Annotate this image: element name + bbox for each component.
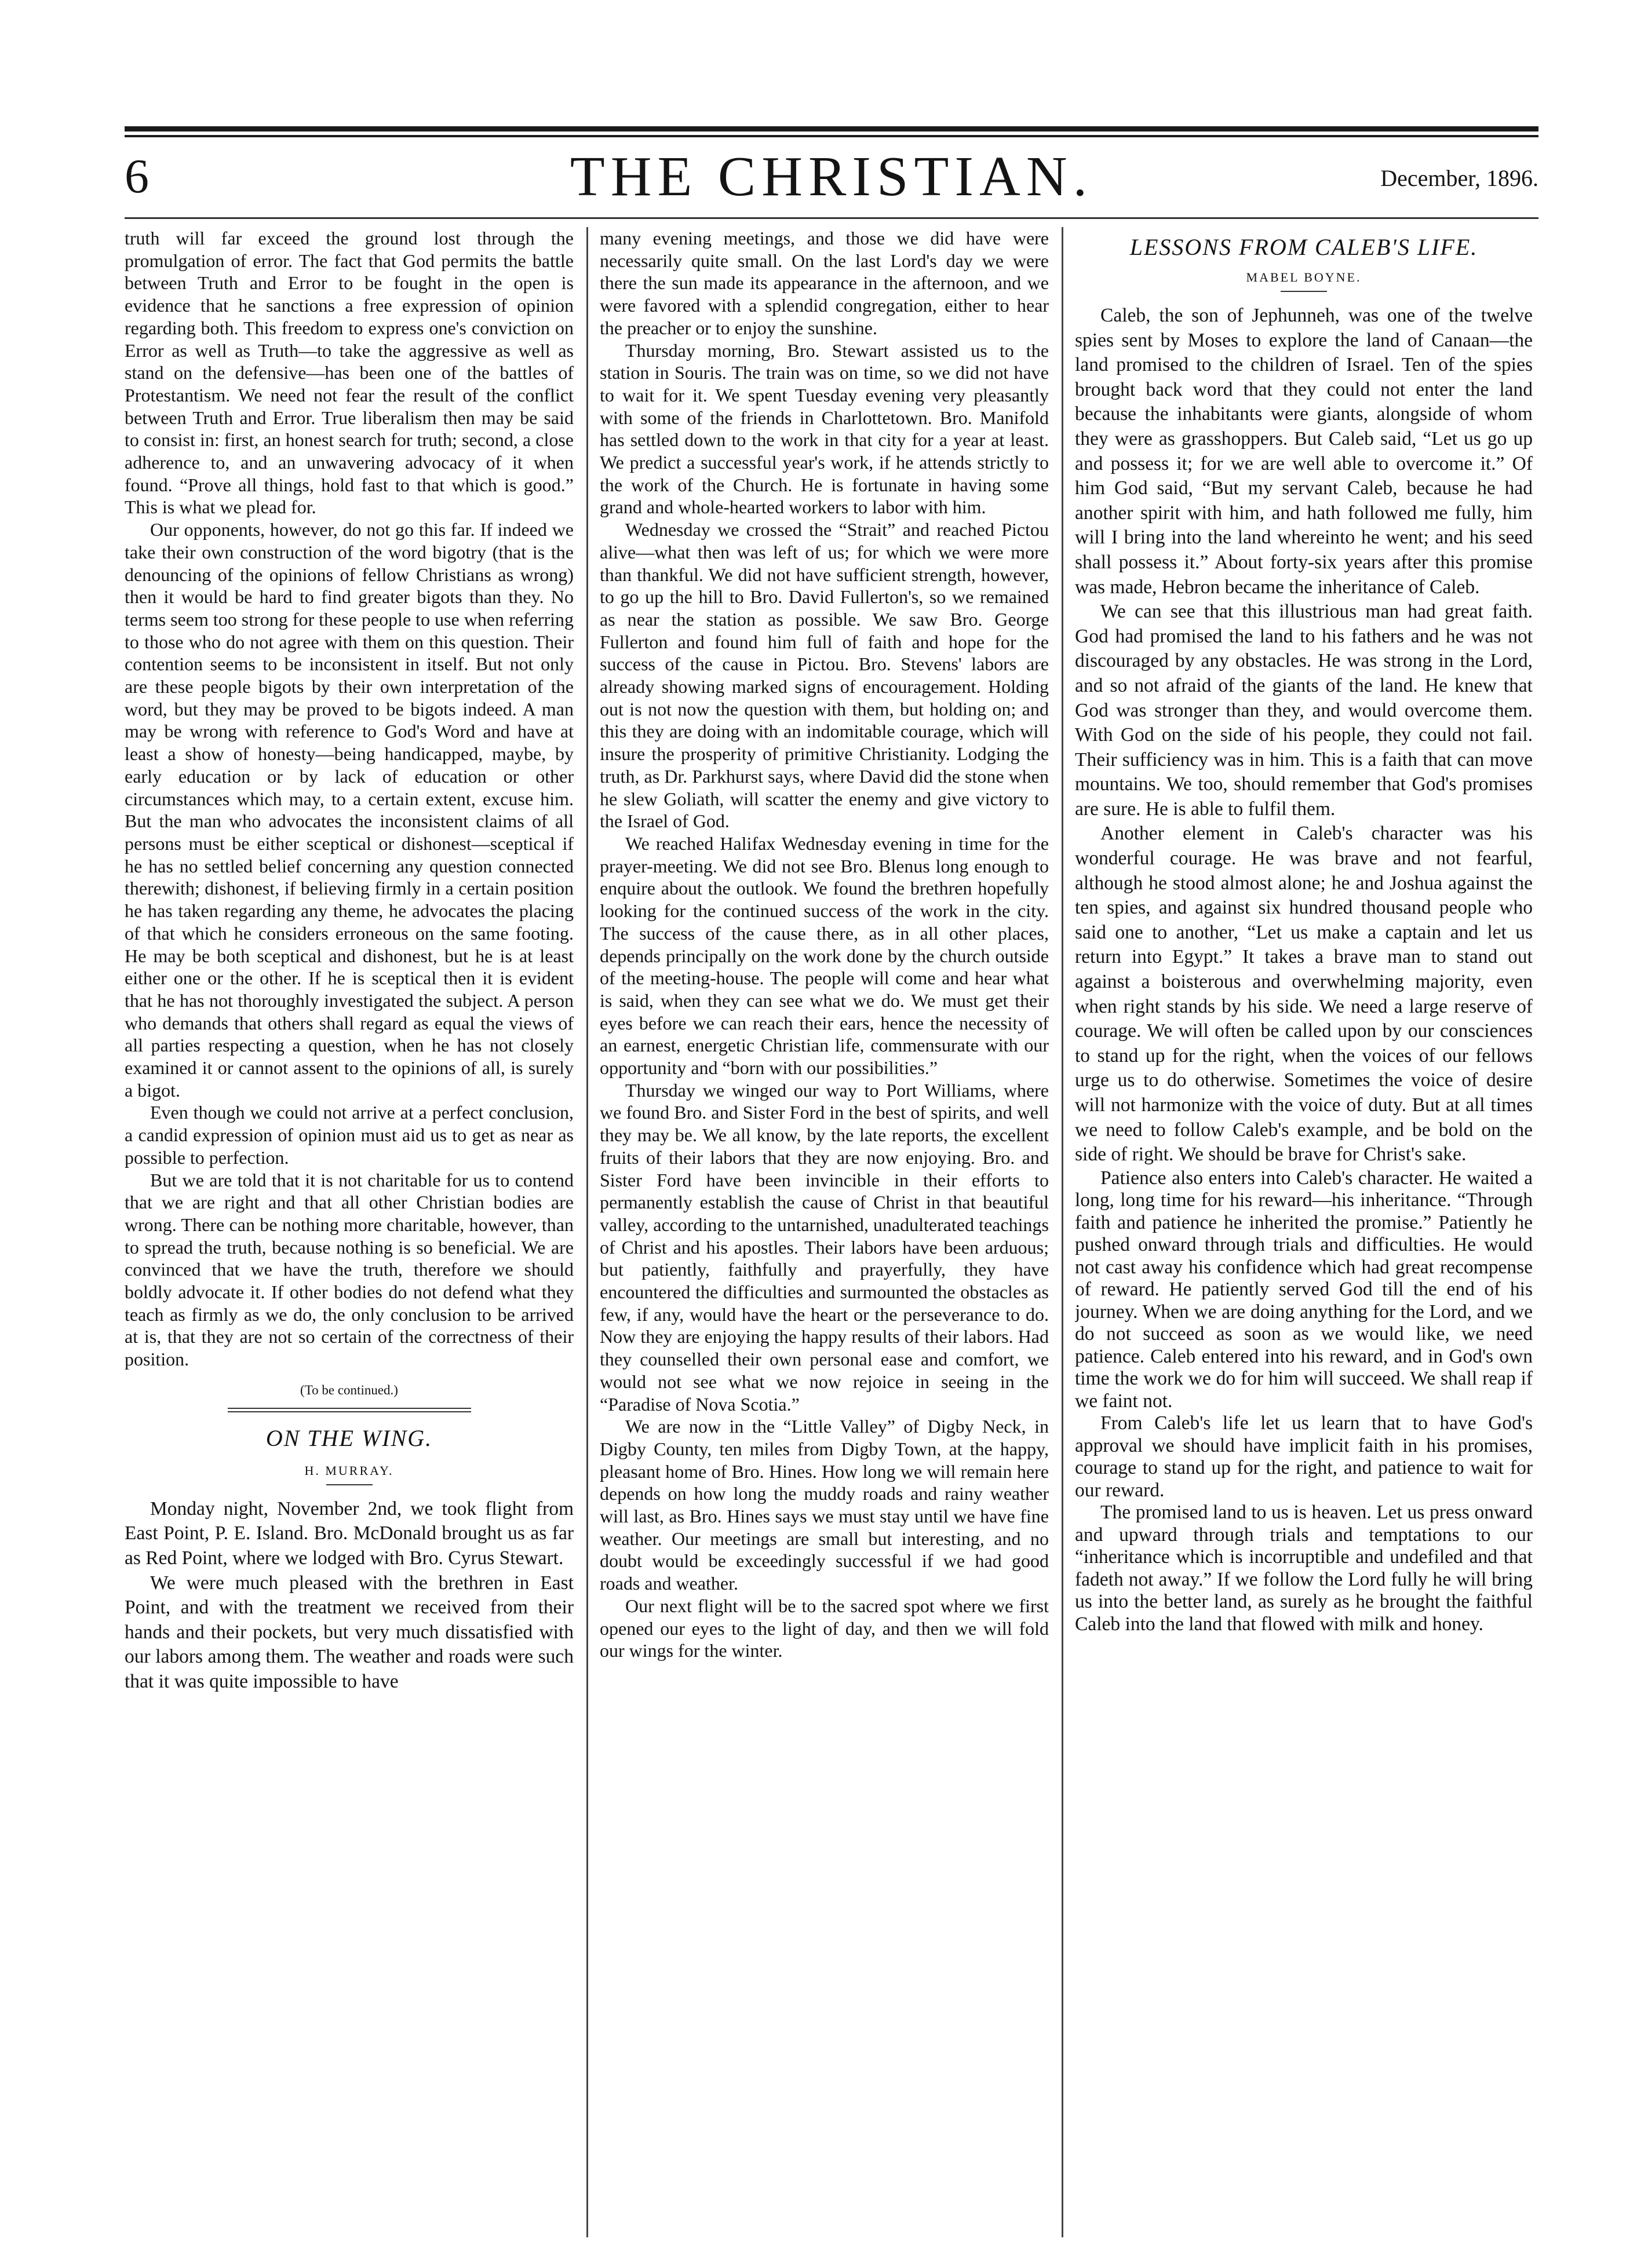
article-paragraph: We reached Halifax Wednesday evening in time for the prayer-meeting. We did not see Bro. Blenus long enough to enquire about the outlook. We found the brethren hopefully looking for the continued success of the work in the city. The success of the cause there, as in all other places, depends principally on the work done by the church outside of the meeting-house. The people will come and hear what is said, when they can see what we do. We must get their eyes before we can reach their ears, hence the necessity of an earnest, energetic Christian life, commensurate with our opportunity and “born with our possibilities.” xyxy=(600,832,1049,1079)
article-author: MABEL BOYNE. xyxy=(1246,270,1362,284)
column-1 xyxy=(125,227,574,1694)
author-rule xyxy=(326,1484,373,1485)
continued-note: (To be continued.) xyxy=(300,1382,398,1397)
article-paragraph: Monday night, November 2nd, we took flight from East Point, P. E. Island. Bro. McDonald brought us as far as Red Point, where we lodged with Bro. Cyrus Stewart. xyxy=(125,1498,574,1569)
article-paragraph: Wednesday we crossed the “Strait” and reached Pictou alive—what then was left of us; for which we were more than thankful. We did not have sufficient strength, however, to go up the hill to Bro. David Fullerton's, so we remained as near the station as possible. We saw Bro. George Fullerton and found him full of faith and hope for the success of the cause in Pictou. Bro. Stevens' labors are already showing marked signs of encouragement. Holding out is not now the question with them, but holding on; and this they are doing with an indomitable courage, which will insure the prosperity of primitive Christianity. Lodging the truth, as Dr. Parkhurst says, where David did the stone when he slew Goliath, will scatter the enemy and give victory to the Israel of God. xyxy=(600,519,1049,832)
issue-date: December, 1896. xyxy=(1380,165,1538,191)
article-paragraph: From Caleb's life let us learn that to have God's approval we should have implicit faith in his promises, courage to stand up for the right, and patience to wait for our reward. xyxy=(1075,1412,1533,1501)
author-rule xyxy=(1281,291,1327,292)
column-3 xyxy=(1075,227,1533,1635)
article-paragraph: Patience also enters into Caleb's character. He waited a long, long time for his reward—his inheritance. “Through faith and patience he inherited the promise.” Patiently he pushed onward through trials and difficulties. He would not cast away his confidence which had great recompense of reward. He patiently served God till the end of his journey. When we are doing anything for the Lord, and we do not succeed as soon as we would like, we need patience. Caleb entered into his reward, and in God's own time the work we do for him will succeed. We shall reap if we faint not. xyxy=(1075,1167,1533,1412)
masthead-top-rule-thin xyxy=(125,135,1538,137)
article-paragraph: Another element in Caleb's character was his wonderful courage. He was brave and not fearful, although he stood almost alone; he and Joshua against the ten spies, and against six hundred thousand people who said one to another, “Let us make a captain and let us return into Egypt.” It takes a brave man to stand out against a boisterous and overwhelming majority, even when right stands by his side. We need a large reserve of courage. We will often be called upon by our consciences to stand up for the right, when the voices of our fellows urge us to do otherwise. Sometimes the voice of desire will not harmonize with the voice of duty. But at all times we need to follow Caleb's example, and be bold on the side of right. We should be brave for Christ's sake. xyxy=(1075,823,1533,1166)
article-paragraph: Thursday we winged our way to Port Williams, where we found Bro. and Sister Ford in the best of spirits, and well they may be. We all know, by the late reports, the excellent fruits of their labors that they are now enjoying. Bro. and Sister Ford have been invincible in their efforts to permanently establish the cause of Christ in that beautiful valley, according to the untarnished, unadulterated teachings of Christ and his apostles. Their labors have been arduous; but patiently, faithfully and prayerfully, they have encountered the difficulties and surmounted the obstacles as few, if any, would have the heart or the perseverance to do. Now they are enjoying the happy results of their labors. Had they counselled their own personal ease and comfort, we would not see what we now rejoice in seeing in the “Paradise of Nova Scotia.” xyxy=(600,1079,1049,1415)
article-paragraph: Even though we could not arrive at a perfect conclusion, a candid expression of opinion must aid us to get as near as possible to perfection. xyxy=(125,1102,574,1168)
newspaper-title: THE CHRISTIAN. xyxy=(570,145,1093,208)
article-paragraph: Caleb, the son of Jephunneh, was one of the twelve spies sent by Moses to explore the land of Canaan—the land promised to the children of Israel. Ten of the spies brought back word that they could not enter the land because the inhabitants were giants, alongside of whom they were as grasshoppers. But Caleb said, “Let us go up and possess it; for we are well able to overcome it.” Of him God said, “But my servant Caleb, because he had another spirit with him, and hath followed me fully, him will I bring into the land whereinto he went; and his seed shall possess it.” About forty-six years after this promise was made, Hebron became the inheritance of Caleb. xyxy=(1075,305,1533,598)
article-author: H. MURRAY. xyxy=(304,1463,394,1478)
article-title: LESSONS FROM CALEB'S LIFE. xyxy=(1129,234,1478,260)
article-paragraph: Our opponents, however, do not go this far. If indeed we take their own construction of the word bigotry (that is the denouncing of the opinions of fellow Christians as wrong) then it would be hard to find greater bigots than they. No terms seem too strong for these people to use when referring to those who do not agree with them on this question. Their contention seems to be inconsistent in itself. But not only are these people bigots by their own interpretation of the word, but they may be proved to be bigots indeed. A man may be wrong with reference to God's Word and have at least a show of honesty—being handicapped, maybe, by early education or by lack of education or other circumstances which may, to a certain extent, excuse him. But the man who advocates the inconsistent claims of all persons must be either sceptical or dishonest—sceptical if he has no settled belief concerning any question connected therewith; dishonest, if believing firmly in a certain position he has taken regarding any theme, he advocates the placing of that which he considers erroneous on the same footing. He may be both sceptical and dishonest, but he is at least either one or the other. If he is sceptical then it is evident that he has not thoroughly investigated the subject. A person who demands that others shall regard as equal the views of all parties respecting a question, when he has not closely examined it or cannot assent to the opinions of all, is surely a bigot. xyxy=(125,519,574,1101)
column-divider-2 xyxy=(1062,227,1063,2237)
article-paragraph: We were much pleased with the brethren in East Point, and with the treatment we received from their hands and their pockets, but very much dissatisfied with our labors among them. The weather and roads were such that it was quite impossible to have xyxy=(125,1572,574,1693)
article-paragraph: We can see that this illustrious man had great faith. God had promised the land to his fathers and he was not discouraged by any obstacles. He was strong in the Lord, and so not afraid of the giants of the land. He knew that God was stronger than they, and would overcome them. With God on the side of his people, they could not fail. Their sufficiency was in him. This is a faith that can move mountains. We too, should remember that God's promises are sure. He is able to fulfil them. xyxy=(1075,601,1533,820)
article-paragraph: Our next flight will be to the sacred spot where we first opened our eyes to the light of day, and then we will fold our wings for the winter. xyxy=(600,1595,1049,1661)
article-paragraph: Thursday morning, Bro. Stewart assisted us to the station in Souris. The train was on time, so we did not have to wait for it. We spent Tuesday evening very pleasantly with some of the friends in Charlottetown. Bro. Manifold has settled down to the work in that city for a year at least. We predict a successful year's work, if he attends strictly to the work of the Church. He is fortunate in having some grand and whole-hearted workers to labor with him. xyxy=(600,339,1049,518)
masthead-top-rule xyxy=(125,126,1538,132)
section-divider xyxy=(228,1408,471,1412)
masthead-bottom-rule xyxy=(125,217,1538,219)
article-paragraph: But we are told that it is not charitable for us to contend that we are right and that all other Christian bodies are wrong. There can be nothing more charitable, however, than to spread the truth, because nothing is so beneficial. We are convinced that we have the truth, therefore we should boldly advocate it. If other bodies do not defend what they teach as firmly as we do, the only conclusion to be arrived at is, that they are not so certain of the correctness of their position. xyxy=(125,1169,574,1370)
page-number: 6 xyxy=(125,149,149,203)
article-paragraph: We are now in the “Little Valley” of Digby Neck, in Digby County, ten miles from Digby Town, at the happy, pleasant home of Bro. Hines. How long we will remain here depends on how long the muddy roads and rainy weather will last, as Bro. Hines says we must stay until we have fine weather. Our meetings are small but interesting, and no doubt would be exceedingly successful if we had good roads and weather. xyxy=(600,1416,1049,1594)
article-title: ON THE WING. xyxy=(265,1425,433,1451)
article-paragraph: The promised land to us is heaven. Let us press onward and upward through trials and temptations to our “inheritance which is incorruptible and undefiled and that fadeth not away.” If we follow the Lord fully he will bring us into the better land, as surely as he brought the faithful Caleb into the land that flowed with milk and honey. xyxy=(1075,1502,1533,1635)
column-divider-1 xyxy=(586,227,588,2237)
masthead xyxy=(125,145,1538,211)
column-2 xyxy=(600,227,1049,1662)
article-paragraph: truth will far exceed the ground lost through the promulgation of error. The fact that God permits the battle between Truth and Error to be fought in the open is evidence that he sanctions a free expression of opinion regarding both. This freedom to express one's conviction on Error as well as Truth—to take the aggressive as well as stand on the defensive—has been one of the battles of Protestantism. We need not fear the result of the conflict between Truth and Error. True liberalism then may be said to consist in: first, an honest search for truth; second, a close adherence to, and an unwavering advocacy of it when found. “Prove all things, hold fast to that which is good.” This is what we plead for. xyxy=(125,228,574,518)
article-paragraph: many evening meetings, and those we did have were necessarily quite small. On the last Lord's day we were there the sun made its appearance in the afternoon, and we were favored with a splendid congregation, either to hear the preacher or to enjoy the sunshine. xyxy=(600,228,1049,338)
